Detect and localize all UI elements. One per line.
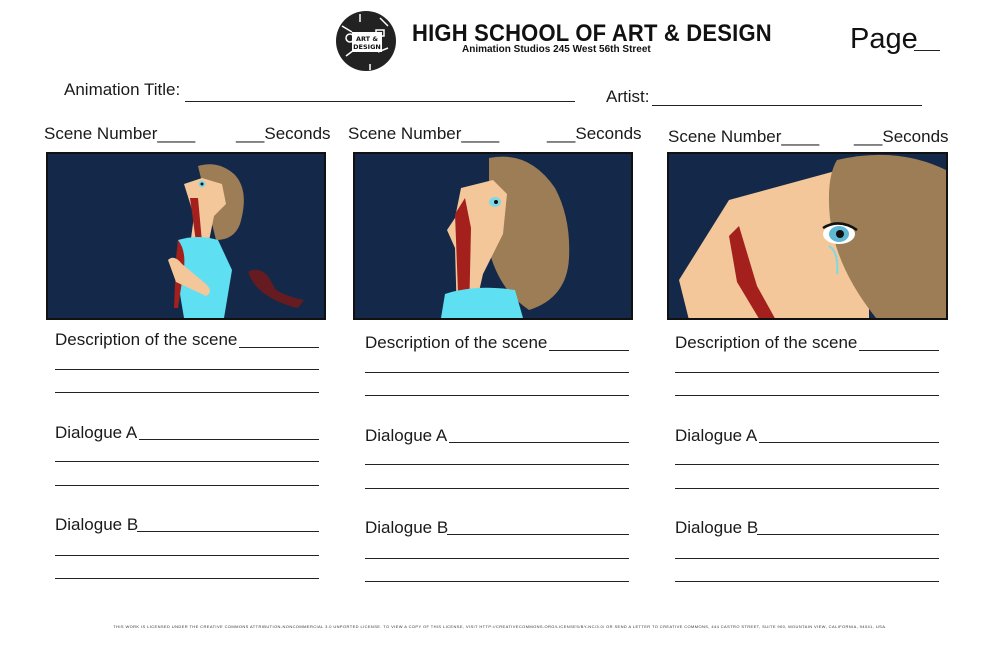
artist-label: Artist: xyxy=(606,87,650,106)
dialogue-a-line[interactable] xyxy=(675,464,939,465)
page-number-line[interactable] xyxy=(914,50,940,51)
dialogue-a-label: Dialogue A xyxy=(365,426,448,445)
dialogue-a-line[interactable] xyxy=(365,488,629,489)
description-line[interactable] xyxy=(239,347,319,348)
dialogue-b-line[interactable] xyxy=(675,581,939,582)
school-address: Animation Studios 245 West 56th Street xyxy=(462,44,651,55)
description-line[interactable] xyxy=(675,372,939,373)
dialogue-b-line[interactable] xyxy=(447,534,629,535)
scene-number-label: Scene Number____ xyxy=(668,127,820,146)
artist-line[interactable] xyxy=(652,105,922,106)
seconds-label: ___Seconds xyxy=(236,124,331,143)
panel-3-illustration xyxy=(669,154,946,318)
dialogue-a-line[interactable] xyxy=(139,439,319,440)
seconds-label: ___Seconds xyxy=(854,127,949,146)
animation-title-line[interactable] xyxy=(185,101,575,102)
school-name: HIGH SCHOOL OF ART & DESIGN xyxy=(412,19,772,47)
dialogue-b-line[interactable] xyxy=(365,558,629,559)
dialogue-a-line[interactable] xyxy=(55,461,319,462)
dialogue-a-line[interactable] xyxy=(675,488,939,489)
dialogue-b-label: Dialogue B xyxy=(365,518,449,537)
description-line[interactable] xyxy=(549,350,629,351)
dialogue-a-label: Dialogue A xyxy=(55,423,138,442)
dialogue-a-line[interactable] xyxy=(365,464,629,465)
seconds-label: ___Seconds xyxy=(547,124,642,143)
description-label: Description of the scene xyxy=(365,333,548,352)
dialogue-a-line[interactable] xyxy=(759,442,939,443)
description-line[interactable] xyxy=(55,369,319,370)
description-line[interactable] xyxy=(675,395,939,396)
page-number-label: Page xyxy=(850,23,918,55)
animation-title-label: Animation Title: xyxy=(64,80,181,99)
panel-2-illustration xyxy=(355,154,631,318)
school-logo xyxy=(330,8,402,74)
scene-number-label: Scene Number____ xyxy=(348,124,500,143)
dialogue-a-line[interactable] xyxy=(449,442,629,443)
dialogue-b-line[interactable] xyxy=(137,531,319,532)
panel-1-illustration xyxy=(48,154,324,318)
svg-text:ART &: ART & xyxy=(355,35,379,43)
description-line[interactable] xyxy=(55,392,319,393)
dialogue-a-line[interactable] xyxy=(55,485,319,486)
dialogue-b-line[interactable] xyxy=(365,581,629,582)
dialogue-b-label: Dialogue B xyxy=(55,515,139,534)
description-line[interactable] xyxy=(365,395,629,396)
description-line[interactable] xyxy=(859,350,939,351)
storyboard-panel-2 xyxy=(353,152,633,320)
dialogue-b-label: Dialogue B xyxy=(675,518,759,537)
description-label: Description of the scene xyxy=(55,330,238,349)
svg-text:DESIGN: DESIGN xyxy=(353,43,381,51)
storyboard-panel-1 xyxy=(46,152,326,320)
license-note: THIS WORK IS LICENSED UNDER THE CREATIVE COMMONS ATTRIBUTION-NONCOMMERCIAL 3.0 UNPORTED LICENSE. TO VIEW A COPY OF THIS LICENSE, VISIT HTTP://CREATIVECOMMONS.ORG/LICENSES/BY-NC/3.0/ OR SEND A LETTER TO CREATIVE COMMONS, 444 CASTRO STREET, SUITE 900, MOUNTAIN VIEW, CALIFORNIA, 94041, USA. xyxy=(113,624,887,629)
dialogue-b-line[interactable] xyxy=(675,558,939,559)
dialogue-b-line[interactable] xyxy=(55,555,319,556)
dialogue-b-line[interactable] xyxy=(757,534,939,535)
dialogue-b-line[interactable] xyxy=(55,578,319,579)
dialogue-a-label: Dialogue A xyxy=(675,426,758,445)
description-label: Description of the scene xyxy=(675,333,858,352)
scene-number-label: Scene Number____ xyxy=(44,124,196,143)
description-line[interactable] xyxy=(365,372,629,373)
storyboard-panel-3 xyxy=(667,152,948,320)
